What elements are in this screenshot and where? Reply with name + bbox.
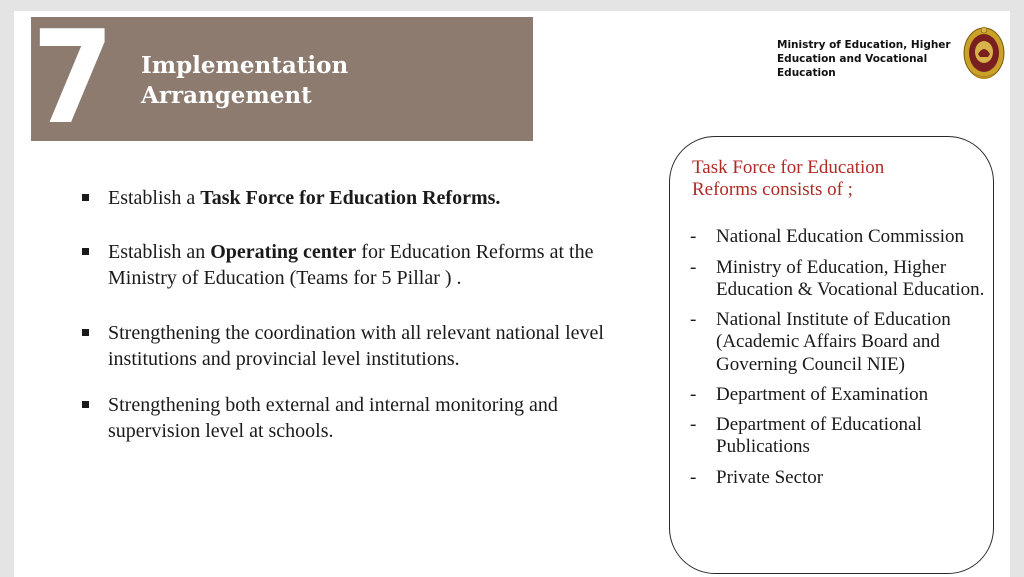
member-item: - National Institute of Education (Academic Affairs Board and Governing Council NIE) bbox=[690, 308, 951, 375]
bullet-list bbox=[82, 185, 622, 444]
section-title-line2: Arrangement bbox=[141, 82, 312, 109]
section-title bbox=[141, 51, 441, 111]
sri-lanka-emblem-icon bbox=[962, 24, 1006, 80]
member-item: - Department of Educational Publications bbox=[690, 413, 922, 457]
ministry-name-line2: Education and Vocational bbox=[777, 53, 928, 65]
bullet-item: Establish a Task Force for Education Reforms. bbox=[82, 185, 622, 211]
slide bbox=[14, 4, 1010, 577]
bullet-square-icon bbox=[82, 248, 89, 255]
bullet-emphasis: Task Force for Education Reforms. bbox=[200, 187, 501, 209]
ministry-name bbox=[777, 38, 967, 80]
bullet-item: Establish an Operating center for Education Reforms at the Ministry of Education (Teams for 5 Pillar ) . bbox=[82, 239, 622, 291]
bullet-square-icon bbox=[82, 329, 89, 336]
bullet-item: Strengthening both external and internal monitoring and supervision level at schools. bbox=[82, 392, 622, 444]
bullet-item: Strengthening the coordination with all relevant national level institutions and provincial level institutions. bbox=[82, 320, 622, 372]
member-item: - Department of Examination bbox=[690, 384, 929, 405]
bullet-square-icon bbox=[82, 194, 89, 201]
card-title bbox=[692, 157, 972, 201]
task-force-members bbox=[690, 226, 990, 489]
ministry-name-line1: Ministry of Education, Higher bbox=[777, 39, 951, 51]
member-item: - Ministry of Education, Higher Education & Vocational Education. bbox=[690, 256, 985, 300]
card-title-line2: Reforms consists of ; bbox=[692, 179, 853, 200]
member-item: - National Education Commission bbox=[690, 226, 965, 247]
bullet-square-icon bbox=[82, 401, 89, 408]
section-title-line1: Implementation bbox=[141, 52, 349, 79]
card-title-line1: Task Force for Education bbox=[692, 157, 885, 178]
member-item: - Private Sector bbox=[690, 466, 824, 488]
task-force-card bbox=[669, 136, 994, 574]
ministry-name-line3: Education bbox=[777, 67, 836, 79]
bullet-emphasis: Operating center bbox=[210, 241, 357, 263]
section-number: 7 bbox=[32, 4, 111, 153]
